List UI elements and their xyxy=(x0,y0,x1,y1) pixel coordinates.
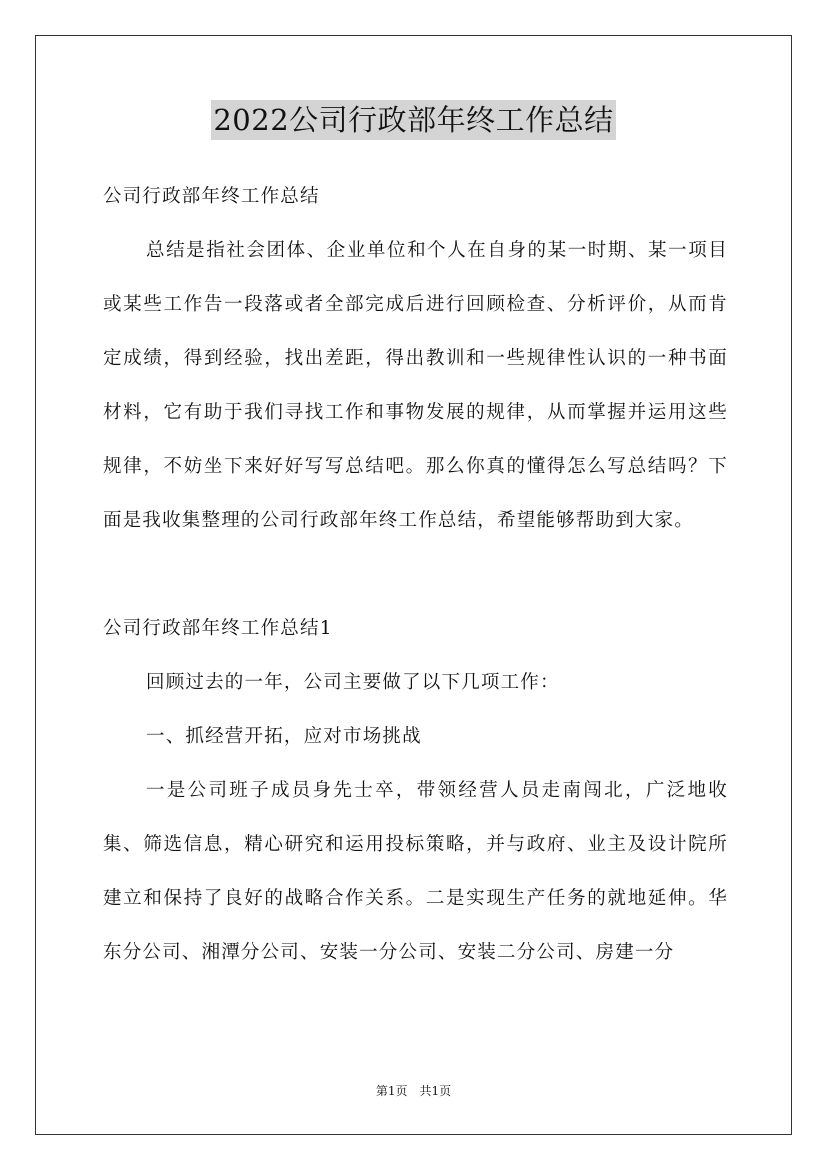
document-body xyxy=(103,170,728,980)
sub-heading-1: 一、抓经营开拓，应对市场挑战 xyxy=(146,726,422,747)
section-heading: 公司行政部年终工作总结 xyxy=(103,186,320,207)
intro-paragraph: 总结是指社会团体、企业单位和个人在自身的某一时期、某一项目或某些工作告一段落或者全部完成后进行回顾检查、分析评价，从而肯定成绩，得到经验，找出差距，得出教训和一些规律性认识的一种书面材料，它有助于我们寻找工作和事物发展的规律，从而掌握并运用这些规律，不妨坐下来好好写写总结吧。那么你真的懂得怎么写总结吗？下面是我收集整理的公司行政部年终工作总结，希望能够帮助到大家。 xyxy=(103,240,728,531)
section-heading-1: 公司行政部年终工作总结1 xyxy=(103,618,333,639)
page-total: 共1页 xyxy=(419,1084,452,1098)
document-title: 2022公司行政部年终工作总结 xyxy=(211,100,615,140)
review-line: 回顾过去的一年，公司主要做了以下几项工作： xyxy=(146,672,560,693)
paragraph-1: 一是公司班子成员身先士卒，带领经营人员走南闯北，广泛地收集、筛选信息，精心研究和运用投标策略，并与政府、业主及设计院所建立和保持了良好的战略合作关系。二是实现生产任务的就地延伸。华东分公司、湘潭分公司、安装一分公司、安装二分公司、房建一分 xyxy=(103,780,728,963)
page-footer xyxy=(0,1083,827,1099)
title-container xyxy=(0,100,827,140)
page-number: 第1页 xyxy=(375,1084,408,1098)
paragraph-spacer xyxy=(103,548,728,602)
